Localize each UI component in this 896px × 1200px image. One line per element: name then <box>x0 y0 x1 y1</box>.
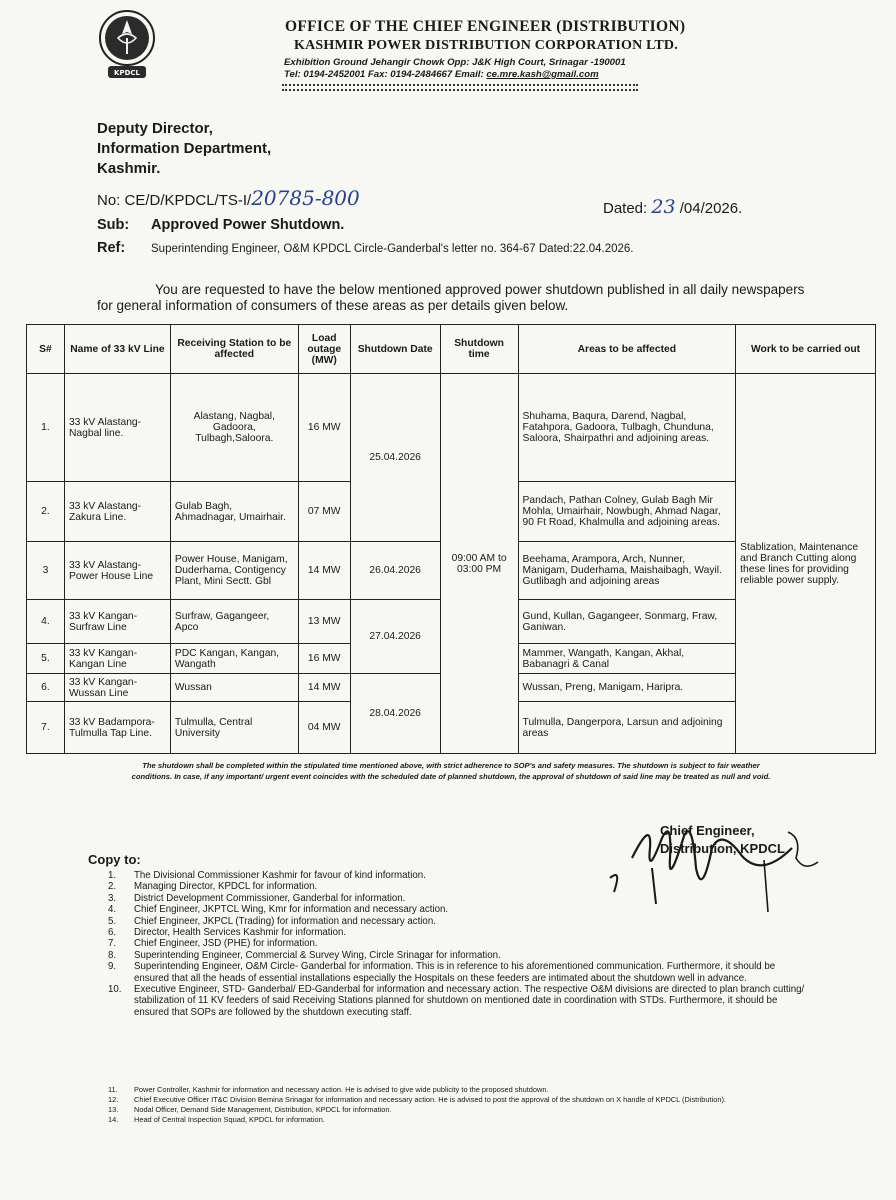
copy-to-item-text: Chief Engineer, JKPTCL Wing, Kmr for information and necessary action. <box>134 904 449 916</box>
cell-sno: 6. <box>27 674 65 702</box>
addressee <box>97 119 271 179</box>
col-work: Work to be carried out <box>736 325 876 374</box>
col-station: Receiving Station to be affected <box>170 325 298 374</box>
copy-to-item-number: 12. <box>108 1095 119 1104</box>
copy-to-item-text: Chief Engineer, JSD (PHE) for information. <box>134 938 318 950</box>
copy-to-item <box>108 927 808 938</box>
cell-areas: Mammer, Wangath, Kangan, Akhal, Babanagri & Canal <box>518 644 736 674</box>
intro-line-2: for general information of consumers of these areas as per details given below. <box>97 298 569 313</box>
email-link[interactable]: ce.mre.kash@gmail.com <box>486 69 599 80</box>
corporation-name: KASHMIR POWER DISTRIBUTION CORPORATION LTD. <box>294 38 678 53</box>
copy-to-item-number: 2. <box>108 881 117 893</box>
copy-to-item <box>108 938 808 949</box>
copy-to-item-number: 11. <box>108 1085 118 1094</box>
copy-to-item <box>108 961 808 984</box>
subject-text: Approved Power Shutdown. <box>151 217 345 233</box>
table-row <box>27 374 876 482</box>
office-title: OFFICE OF THE CHIEF ENGINEER (DISTRIBUTION) <box>285 18 686 35</box>
cell-line: 33 kV Kangan-Kangan Line <box>64 644 170 674</box>
copy-to-item-number: 9. <box>108 961 117 973</box>
intro-paragraph <box>97 282 877 314</box>
cell-station: Power House, Manigam, Duderhama, Contigency Plant, Mini Sectt. Gbl <box>170 542 298 600</box>
copy-to-item-text: Nodal Officer, Demand Side Management, Distribution, KPDCL for information. <box>134 1105 392 1114</box>
cell-date: 28.04.2026 <box>350 674 440 754</box>
tel-fax: Tel: 0194-2452001 Fax: 0194-2484667 Email: <box>284 69 487 80</box>
cell-areas: Beehama, Arampora, Arch, Nunner, Manigam, Duderhama, Maishaibagh, Wayil. Gutlibagh and adjoining areas <box>518 542 736 600</box>
dated-prefix: Dated: <box>603 200 652 217</box>
cell-work: Stablization, Maintenance and Branch Cutting along these lines for providing reliable power supply. <box>736 374 876 754</box>
copy-to-item-number: 8. <box>108 949 117 961</box>
cell-station: Alastang, Nagbal, Gadoora, Tulbagh,Saloora. <box>170 374 298 482</box>
header-divider <box>282 84 638 86</box>
copy-to-item-text: Chief Engineer, JKPCL (Trading) for information and necessary action. <box>134 915 436 927</box>
copy-to-item-text: Managing Director, KPDCL for information. <box>134 881 318 893</box>
footnote-line-1: The shutdown shall be completed within the stipulated time mentioned above, with strict adherence to SOP's and safety measures. The shutdown is subject to fair weather <box>142 761 760 770</box>
footnote-line-2: conditions. In case, if any important/ urgent event coincides with the scheduled date of planned shutdown, the approval of shutdown of said line may be treated as null and void. <box>131 772 771 781</box>
cell-sno: 1. <box>27 374 65 482</box>
cell-station: Wussan <box>170 674 298 702</box>
col-areas: Areas to be affected <box>518 325 736 374</box>
contact-line <box>284 69 690 80</box>
addressee-line-1: Deputy Director, <box>97 120 213 137</box>
copy-to-item <box>108 1095 808 1105</box>
copy-to-list <box>108 870 808 1018</box>
cell-line: 33 kV Badampora-Tulmulla Tap Line. <box>64 702 170 754</box>
cell-areas: Gund, Kullan, Gagangeer, Sonmarg, Fraw, Ganiwan. <box>518 600 736 644</box>
copy-to-item-number: 6. <box>108 927 117 939</box>
copy-to-item-number: 13. <box>108 1105 119 1114</box>
cell-date: 27.04.2026 <box>350 600 440 674</box>
table-header-row <box>27 325 876 374</box>
handwritten-number: 20785-800 <box>251 186 360 210</box>
col-date: Shutdown Date <box>350 325 440 374</box>
subject-label: Sub: <box>97 217 130 233</box>
copy-to-item <box>108 950 808 961</box>
copy-to-item-number: 3. <box>108 892 117 904</box>
cell-areas: Wussan, Preng, Manigam, Haripra. <box>518 674 736 702</box>
dated-suffix: /04/2026. <box>675 200 743 217</box>
reference-label: Ref: <box>97 240 126 256</box>
copy-to-list-small <box>108 1085 808 1125</box>
cell-areas: Shuhama, Baqura, Darend, Nagbal, Fatahpora, Gadoora, Tulbagh, Chunduna, Saloora, Shairpathri and adjoining areas. <box>518 374 736 482</box>
subject <box>97 217 344 233</box>
copy-to-item <box>108 893 808 904</box>
cell-station: Gulab Bagh, Ahmadnagar, Umairhair. <box>170 482 298 542</box>
cell-line: 33 kV Kangan-Surfraw Line <box>64 600 170 644</box>
copy-to-item-text: Director, Health Services Kashmir for information. <box>134 927 347 939</box>
copy-to-label: Copy to: <box>88 852 141 867</box>
copy-to-item-number: 14. <box>108 1115 119 1124</box>
kpdcl-logo <box>96 8 158 82</box>
cell-sno: 2. <box>27 482 65 542</box>
cell-station: Surfraw, Gagangeer, Apco <box>170 600 298 644</box>
cell-line: 33 kV Alastang-Nagbal line. <box>64 374 170 482</box>
ref-no-prefix: No: CE/D/KPDCL/TS-I/ <box>97 192 252 209</box>
cell-date: 25.04.2026 <box>350 374 440 542</box>
copy-to-item <box>108 904 808 915</box>
header-divider-2 <box>282 89 638 91</box>
copy-to-item <box>108 881 808 892</box>
cell-sno: 4. <box>27 600 65 644</box>
copy-to-item-text: District Development Commissioner, Ganderbal for information. <box>134 892 406 904</box>
handwritten-day: 23 <box>651 196 676 218</box>
logo-text: KPDCL <box>114 69 140 77</box>
copy-to-item <box>108 916 808 927</box>
signatory-office: Distribution, KPDCL <box>660 841 785 856</box>
copy-to-item-text: The Divisional Commissioner Kashmir for favour of kind information. <box>134 870 426 881</box>
cell-load: 14 MW <box>298 542 350 600</box>
letterhead <box>270 18 690 80</box>
cell-station: PDC Kangan, Kangan, Wangath <box>170 644 298 674</box>
col-load: Load outage (MW) <box>298 325 350 374</box>
copy-to-item-text: Superintending Engineer, Commercial & Survey Wing, Circle Srinagar for information. <box>134 949 501 961</box>
cell-areas: Pandach, Pathan Colney, Gulab Bagh Mir Mohla, Umairhair, Nowbugh, Ahmad Nagar, 90 Ft Road, Khalmulla and adjoining areas. <box>518 482 736 542</box>
cell-sno: 5. <box>27 644 65 674</box>
signatory-title: Chief Engineer, <box>660 823 755 838</box>
copy-to-item <box>108 1085 808 1095</box>
col-time: Shutdown time <box>440 325 518 374</box>
cell-time: 09:00 AM to 03:00 PM <box>440 374 518 754</box>
cell-load: 07 MW <box>298 482 350 542</box>
reference-text: Superintending Engineer, O&M KPDCL Circle-Ganderbal's letter no. 364-67 Dated:22.04.2026. <box>151 243 634 255</box>
copy-to-item <box>108 870 808 881</box>
cell-load: 16 MW <box>298 374 350 482</box>
copy-to-item <box>108 984 808 1018</box>
copy-to-item-number: 5. <box>108 915 117 927</box>
letter-date <box>603 196 742 218</box>
cell-sno: 3 <box>27 542 65 600</box>
copy-to-item-number: 4. <box>108 904 117 916</box>
copy-to-item-text: Head of Central Inspection Squad, KPDCL for information. <box>134 1115 325 1124</box>
addressee-line-2: Information Department, <box>97 140 272 157</box>
intro-line-1: You are requested to have the below mentioned approved power shutdown published in all daily newspapers <box>155 282 805 297</box>
col-line: Name of 33 kV Line <box>64 325 170 374</box>
reference <box>97 240 634 256</box>
signature-block <box>660 822 785 858</box>
copy-to-item <box>108 1105 808 1115</box>
copy-to-item-text: Chief Executive Officer IT&C Division Bemina Srinagar for information and necessary action. He is advised to post the approval of the shutdown on X handle of KPDCL (Distribution). <box>134 1095 726 1104</box>
cell-load: 16 MW <box>298 644 350 674</box>
cell-load: 13 MW <box>298 600 350 644</box>
cell-line: 33 kV Alastang-Power House Line <box>64 542 170 600</box>
col-sno: S# <box>27 325 65 374</box>
cell-date: 26.04.2026 <box>350 542 440 600</box>
copy-to-item-number: 10. <box>108 984 122 996</box>
copy-to-item <box>108 1115 808 1125</box>
cell-line: 33 kV Kangan-Wussan Line <box>64 674 170 702</box>
footnote <box>26 760 876 782</box>
copy-to-item-text: Executive Engineer, STD- Ganderbal/ ED-Ganderbal for information and necessary action. The respective O&M divisions are directed to plan branch cutting/ stabilization of 11 KV feeders of said Receiving Stations planned for shutdown on mentioned date in coordination with STDs. Furthermore, it should be ensured that SOPs are followed by the shutdown executing staff. <box>134 984 805 1018</box>
cell-sno: 7. <box>27 702 65 754</box>
copy-to-item-number: 1. <box>108 870 117 881</box>
office-address: Exhibition Ground Jehangir Chowk Opp: J&K High Court, Srinagar -190001 <box>284 57 626 68</box>
cell-areas: Tulmulla, Dangerpora, Larsun and adjoining areas <box>518 702 736 754</box>
copy-to-item-number: 7. <box>108 938 117 950</box>
shutdown-table <box>26 324 876 754</box>
cell-load: 04 MW <box>298 702 350 754</box>
cell-station: Tulmulla, Central University <box>170 702 298 754</box>
copy-to-item-text: Power Controller, Kashmir for information and necessary action. He is advised to give wide publicity to the proposed shutdown. <box>134 1085 549 1094</box>
reference-number <box>97 186 360 210</box>
cell-line: 33 kV Alastang-Zakura Line. <box>64 482 170 542</box>
cell-load: 14 MW <box>298 674 350 702</box>
addressee-line-3: Kashmir. <box>97 160 161 177</box>
copy-to-item-text: Superintending Engineer, O&M Circle- Ganderbal for information. This is in reference to his aforementioned communication. Furthermore, it should be ensured that all the heads of essential installations especially the Hospitals on these feeders are intimated about the shutdown well in advance. <box>134 961 776 984</box>
